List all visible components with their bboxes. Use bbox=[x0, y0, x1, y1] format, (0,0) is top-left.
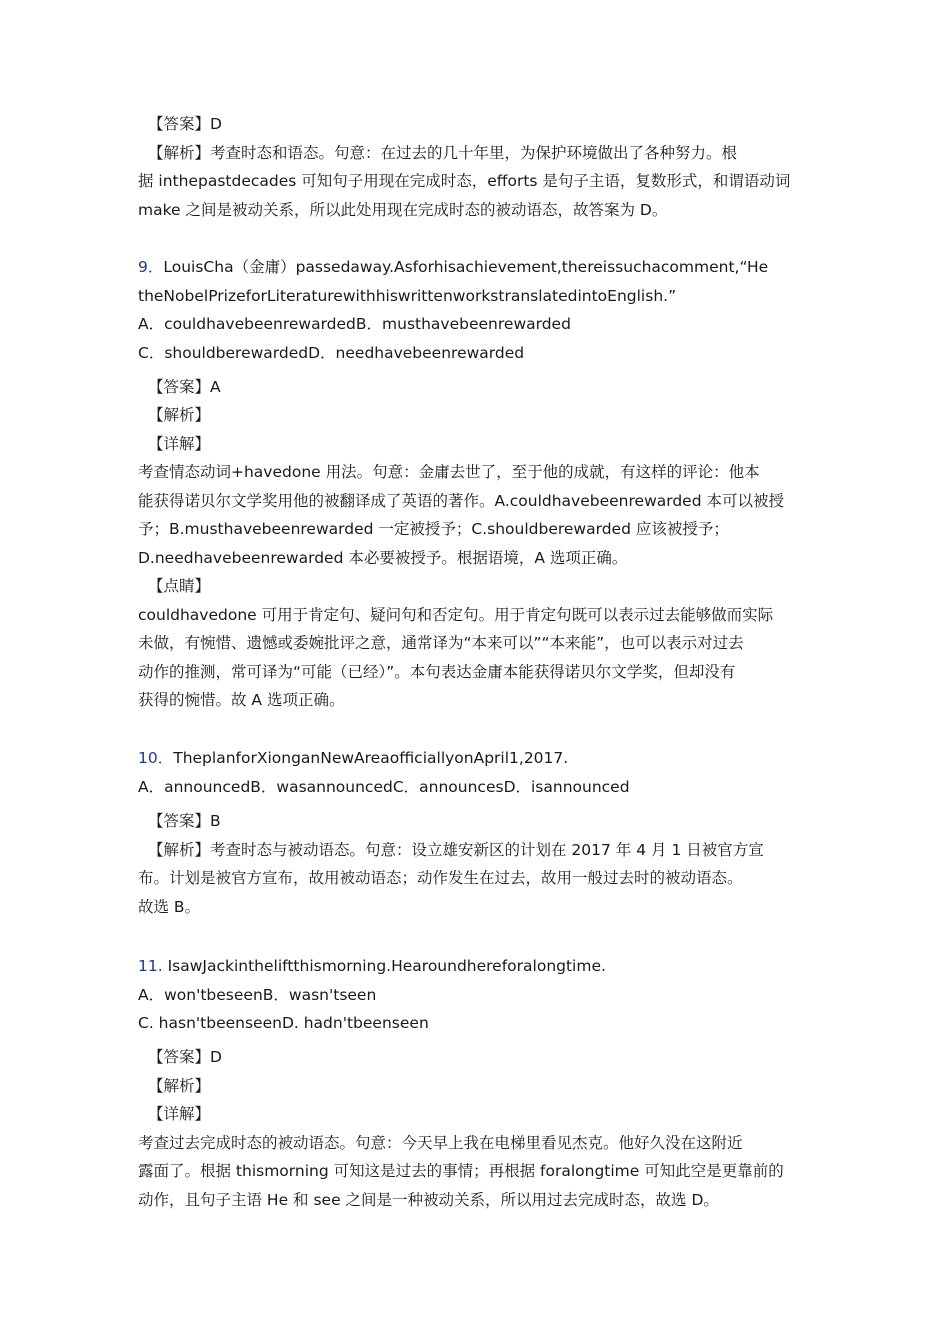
question-10 bbox=[138, 748, 568, 768]
answer-line: 【答案】D bbox=[148, 1048, 222, 1066]
options-line: A．couldhavebeenrewardedB．musthavebeenrewarded bbox=[138, 315, 571, 333]
question-number: 11. bbox=[138, 957, 163, 975]
detail-label: 【详解】 bbox=[148, 435, 211, 453]
explanation-line: 故选 B。 bbox=[138, 898, 201, 916]
explanation-line: D.needhavebeenrewarded 本必要被授予。根据语境，A 选项正确。 bbox=[138, 549, 628, 567]
options-line: C. hasn'tbeenseenD. hadn'tbeenseen bbox=[138, 1014, 429, 1032]
explanation-line: 考查过去完成时态的被动语态。句意：今天早上我在电梯里看见杰克。他好久没在这附近 bbox=[138, 1134, 743, 1152]
question-11 bbox=[138, 956, 606, 976]
explanation-line: 动作，且句子主语 He 和 see 之间是一种被动关系，所以用过去完成时态，故选 D。 bbox=[138, 1191, 719, 1209]
question-text: TheplanforXionganNewAreaofficiallyonApril1,2017. bbox=[173, 749, 569, 767]
question-text-cont: theNobelPrizeforLiteraturewithhiswrittenworkstranslatedintoEnglish.” bbox=[138, 287, 677, 305]
answer-line: 【答案】A bbox=[148, 378, 221, 396]
question-number: 10． bbox=[138, 749, 174, 767]
explanation-line: 未做，有惋惜、遗憾或委婉批评之意，通常译为“本来可以”“本来能”，也可以表示对过去 bbox=[138, 634, 744, 652]
explanation-line: 考查情态动词+havedone 用法。句意：金庸去世了，至于他的成就，有这样的评论：他本 bbox=[138, 463, 760, 481]
explanation-line: 据 inthepastdecades 可知句子用现在完成时态，efforts 是句子主语，复数形式，和谓语动词 bbox=[138, 172, 791, 190]
tip-label: 【点睛】 bbox=[148, 577, 211, 595]
analysis-label: 【解析】 bbox=[148, 1077, 211, 1095]
explanation-line: couldhavedone 可用于肯定句、疑问句和否定句。用于肯定句既可以表示过去能够做而实际 bbox=[138, 606, 774, 624]
question-text: LouisCha（金庸）passedaway.Asforhisachievement,thereissuchacomment,“He bbox=[163, 258, 769, 276]
explanation-line: 获得的惋惜。故 A 选项正确。 bbox=[138, 691, 345, 709]
options-line: C．shouldberewardedD．needhavebeenrewarded bbox=[138, 344, 525, 362]
explanation-line: 【解析】考查时态与被动语态。句意：设立雄安新区的计划在 2017 年 4 月 1 日被官方宣 bbox=[148, 841, 764, 859]
answer-line: 【答案】D bbox=[148, 115, 222, 133]
answer-line: 【答案】B bbox=[148, 812, 221, 830]
question-number: 9． bbox=[138, 258, 164, 276]
options-line: A．won'tbeseenB．wasn'tseen bbox=[138, 986, 377, 1004]
explanation-line: 露面了。根据 thismorning 可知这是过去的事情；再根据 foralongtime 可知此空是更靠前的 bbox=[138, 1162, 784, 1180]
explanation-line: 能获得诺贝尔文学奖用他的被翻译成了英语的著作。A.couldhavebeenrewarded 本可以被授 bbox=[138, 492, 784, 510]
question-9 bbox=[138, 257, 768, 277]
detail-label: 【详解】 bbox=[148, 1105, 211, 1123]
explanation-line: make 之间是被动关系，所以此处用现在完成时态的被动语态，故答案为 D。 bbox=[138, 201, 668, 219]
explanation-line: 【解析】考查时态和语态。句意：在过去的几十年里，为保护环境做出了各种努力。根 bbox=[148, 144, 738, 162]
explanation-line: 予；B.musthavebeenrewarded 一定被授予；C.shouldberewarded 应该被授予； bbox=[138, 520, 729, 538]
options-line: A．announcedB．wasannouncedC．announcesD．isannounced bbox=[138, 778, 630, 796]
explanation-line: 动作的推测，常可译为“可能（已经）”。本句表达金庸本能获得诺贝尔文学奖，但却没有 bbox=[138, 663, 736, 681]
question-text: IsawJackintheliftthismorning.Hearoundhereforalongtime. bbox=[162, 957, 606, 975]
analysis-label: 【解析】 bbox=[148, 406, 211, 424]
explanation-line: 布。计划是被官方宣布，故用被动语态；动作发生在过去，故用一般过去时的被动语态。 bbox=[138, 869, 743, 887]
